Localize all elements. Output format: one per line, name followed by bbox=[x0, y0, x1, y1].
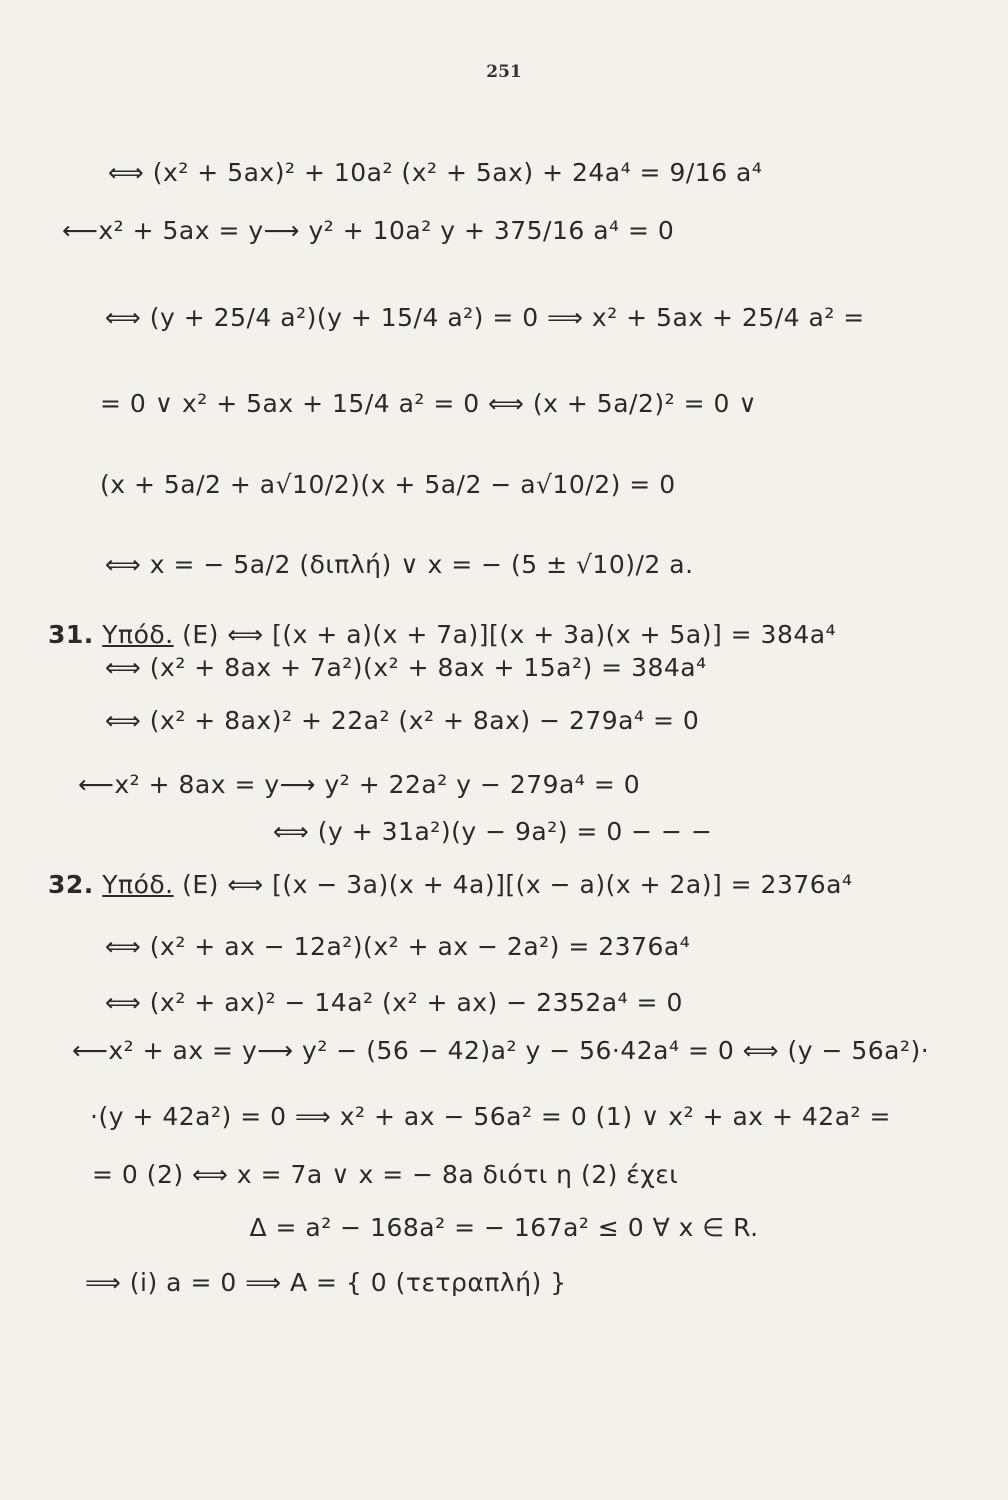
equation-line-5: (x + 5a/2 + a√10/2)(x + 5a/2 − a√10/2) = 0 bbox=[100, 470, 676, 499]
exercise-31 bbox=[48, 622, 836, 647]
equation-line-13: ⟵x² + ax = y⟶ y² − (56 − 42)a² y − 56·42a⁴ = 0 ⟺ (y − 56a²)· bbox=[72, 1036, 930, 1065]
exercise-31-hint: Υπόδ. bbox=[102, 620, 174, 649]
equation-line-2: ⟵x² + 5ax = y⟶ y² + 10a² y + 375/16 a⁴ = 0 bbox=[62, 216, 675, 245]
equation-line-4: = 0 ∨ x² + 5ax + 15/4 a² = 0 ⟺ (x + 5a/2)² = 0 ∨ bbox=[100, 389, 758, 418]
equation-line-7: ⟺ (x² + 8ax + 7a²)(x² + 8ax + 15a²) = 384a⁴ bbox=[105, 653, 707, 682]
exercise-32-text: (Ε) ⟺ [(x − 3a)(x + 4a)][(x − a)(x + 2a)] = 2376a⁴ bbox=[182, 870, 853, 899]
exercise-32-hint: Υπόδ. bbox=[102, 870, 174, 899]
equation-line-11: ⟺ (x² + ax − 12a²)(x² + ax − 2a²) = 2376a⁴ bbox=[105, 932, 691, 961]
equation-line-3: ⟺ (y + 25/4 a²)(y + 15/4 a²) = 0 ⟹ x² + 5ax + 25/4 a² = bbox=[105, 303, 865, 332]
exercise-31-number: 31. bbox=[48, 620, 94, 649]
exercise-32-number: 32. bbox=[48, 870, 94, 899]
equation-line-14: ·(y + 42a²) = 0 ⟹ x² + ax − 56a² = 0 (1) ∨ x² + ax + 42a² = bbox=[90, 1102, 891, 1131]
exercise-32 bbox=[48, 872, 853, 897]
exercise-31-text: (Ε) ⟺ [(x + a)(x + 7a)][(x + 3a)(x + 5a)] = 384a⁴ bbox=[182, 620, 837, 649]
equation-line-8: ⟺ (x² + 8ax)² + 22a² (x² + 8ax) − 279a⁴ = 0 bbox=[105, 706, 700, 735]
equation-line-17: ⟹ (i) a = 0 ⟹ A = { 0 (τετραπλή) } bbox=[85, 1268, 567, 1297]
equation-line-9: ⟵x² + 8ax = y⟶ y² + 22a² y − 279a⁴ = 0 bbox=[78, 770, 641, 799]
equation-line-6: ⟺ x = − 5a/2 (διπλή) ∨ x = − (5 ± √10)/2 a. bbox=[105, 550, 694, 579]
equation-line-16: Δ = a² − 168a² = − 167a² ≤ 0 ∀ x ∈ R. bbox=[249, 1213, 759, 1242]
equation-line-15: = 0 (2) ⟺ x = 7a ∨ x = − 8a διότι η (2) έχει bbox=[92, 1160, 679, 1189]
equation-line-10: ⟺ (y + 31a²)(y − 9a²) = 0 − − − bbox=[273, 817, 713, 846]
page-number: 251 bbox=[486, 62, 522, 82]
equation-line-1: ⟺ (x² + 5ax)² + 10a² (x² + 5ax) + 24a⁴ = 9/16 a⁴ bbox=[108, 158, 763, 187]
equation-line-12: ⟺ (x² + ax)² − 14a² (x² + ax) − 2352a⁴ = 0 bbox=[105, 988, 683, 1017]
